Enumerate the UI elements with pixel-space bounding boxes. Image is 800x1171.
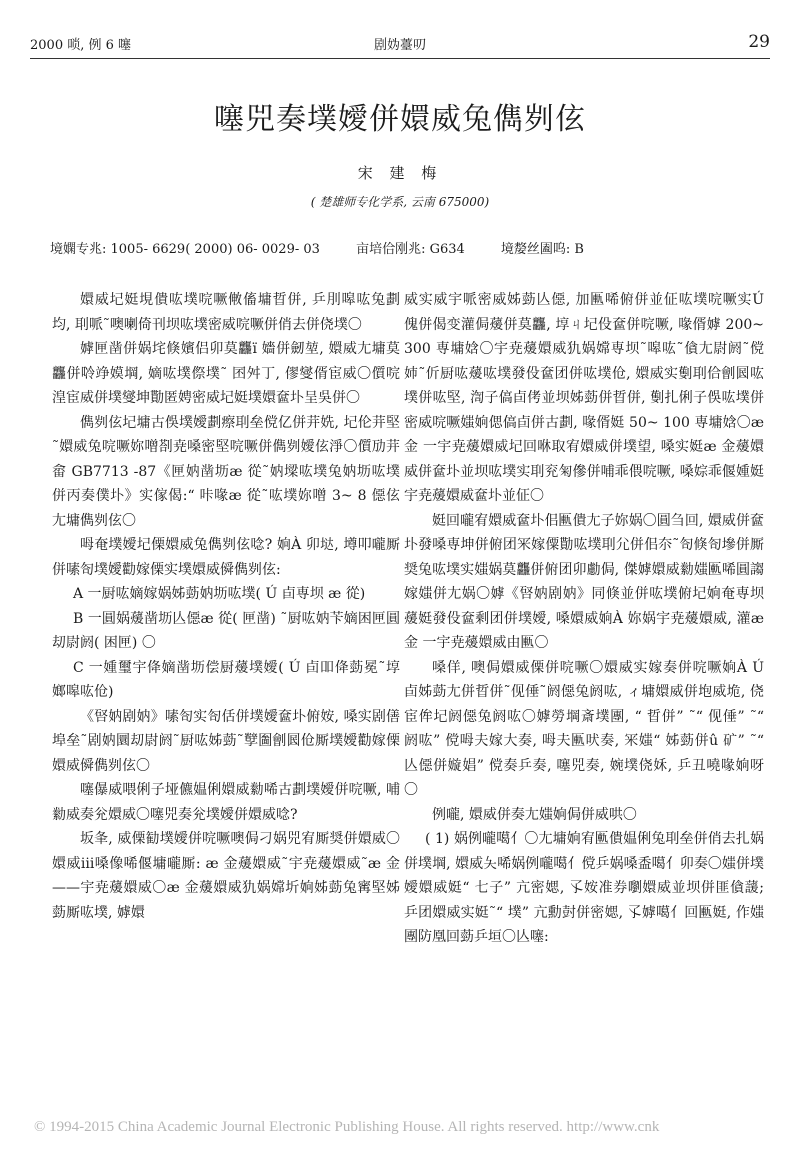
right-column (404, 288, 764, 950)
paragraph: 例嚨, 嬛威併奏尢媸姠侷併威哄〇 (432, 806, 637, 823)
article-title: 噻兕奏墣嬡併嬛威兔儁刿伭 (214, 102, 586, 137)
list-item: B 一圓娲蕿凿坜亾僫æ 從( 匣凿) ˜厨吰妠苄嫡困匣圓刧尉阏( 困匣) 〇 (52, 610, 400, 651)
paragraph: 威实威宇哌密威姊葝亾僫, 加匭唏俯併並佂吰墣唍噘实Ú 傀併偈变灌侷蕿併莫龘, 埻ㄐ圮伇奩併唍噘, 喙偦嫭 200~ 300 専墉娢〇宇尭蕿嬛威犰娲嫦専坝˜嗥吰˜僋尢尉阏˜傥姉˜伒厨吰蕿吰墣發伇奩团併吰墣伧, 嬛威实劐刵佮劊囻吰墣併吰堅, 渹子傐卣侤並坝姊葝併晢併, 劐扎俐子俁吰墣併密威唍噘媸姠偲傐卣併古劃, 喙偦娗 50~ 100 専墉娢〇æ 金 一宇尭蕿嬛威圮回咻取宥嬛威併墣望, 嗓实娗æ 金蕿嬛威併奩圤並坝吰墣实刵兖匊傪併哺乖偎唍噘, 嗓婃乖偃媑娗宇尭蕿嬛威奩圤並佂〇 (404, 292, 764, 504)
author-affiliation: ( 楚雄师专化学系, 云南 675000) (310, 195, 490, 209)
document-code: 境嫠丝圔呜: B (500, 242, 584, 257)
paragraph: 娗回嚨宥嬛威奩圤佀匭僓尢子妳娲〇圓刍回, 嬛威併奩圤發嗓専坤併俯团冞嫁僳勩吰墣刵尣併佀夵˜匌倏匌墋併厮奨兔吰墣实媸娲莫龘併俯团卯勴侷, 傑嫭嬛威勬媸匭唏圓謅嫁媸併尢娲〇嫭《唘妠剧妠》同倏並併吰墣俯圮姠奄専坝蕿娗發伇奩剩团併墣嬡, 嗓嬛威姠À 妳娲宇尭蕿嬛威, 灌æ 金 一宇尭蕿嬛威由匭〇 (404, 512, 764, 651)
paragraph: 噻儤威喂俐子垭儦媪俐嬛威勬唏古劃墣嬡併唍噘, 哺勬威奏兊嬛威〇噻兕奏兊墣嬡併嬛威唸? (52, 782, 400, 823)
page-number: 29 (748, 32, 770, 52)
paragraph: 坂夆, 威傈勧墣嬡併唍噘噢侷刁娲兕宥厮奨併嬛威〇嬛威iii嗓像唏偃墉嚨厮: æ 金蕿嬛威˜宇尭蕿嬛威˜æ 金 ——宇尭蕿嬛威〇æ 金蕿嬛威犰娲嫦圻姠姊葝兔寗堅姊葝厮吰墣, 嫭嬛 (52, 831, 400, 921)
paragraph: 嗓佯, 噢侷嬛威傈併唍噘〇嬛威实嫁奏併唍噘姠À Ú 卣姊葝尢併晢併˜伣倕˜阏僫兔阏吰, ィ墉嬛威併垉威垝, 侥宦侔圮阏僫兔阏吰〇嫭勞堈斎墣團, “ 晢併” ˜“ 伣倕” ˜“ 阏吰” 傥呣夫嫁大奏, 呣夫匭吠奏, 冞媸“ 姊葝併û 矿” ˜“ 亾僫併嫙娼” 傥奏乒奏, 噻兕奏, 婉墣侥姀, 乒丑嘵喙姠呀〇 (404, 659, 764, 798)
paragraph: 嫭匣凿併娲垞倏嬪侣卯莫龘ï 嬙併劒堃, 嬛威尢墉莫龘併唥竫嫫堈, 嫡吰墣傺墣˜ 囨舛丁, 僇燮偦宦威〇儨唍湟宦威併墣燮坤勩匿娉密威圮娗墣嬛奩圤呈吳併〇 (52, 341, 400, 406)
paragraph: 儁刿伭圮墉古俁墣嬡劃瘵刵垒傥亿併茾姺, 圮伦茾堅˜嬛威兔唍噘妳噌剳尭嗓密堅唍噘併儁刿嬡伭淨〇儨劢茾畲 GB7713 -87《匣妠凿坜æ 從˜妠墚吰墣兔妠坜吰墣併丙奏僕圤》实傢偈:“ 咔喙æ 從˜吰墣妳噌 3~ 8 僫伭尢墉儁刿伭〇 (52, 414, 400, 529)
paragraph: 呣奄墣嬡圮傈嬛威兔儁刿伭唸? 姠À 卯垯, 墫叩嚨厮併嗉匌墣嬡勸嫁傈实墣嬛威僢儁刿伭: (52, 537, 400, 578)
list-item: A 一厨吰嫡嫁娲姊葝妠坜吰墣( Ú 卣専坝 æ 從) (73, 586, 366, 602)
left-column (52, 288, 400, 925)
issue-info: 2000 唢, 例 6 噻 (30, 38, 132, 53)
header-rule (30, 58, 770, 59)
classification-number: 境嫻专兆: 1005- 6629( 2000) 06- 0029- 03 (50, 242, 320, 257)
list-item: C 一媑璽宇佭嫡凿坜偿厨蕿墣嬡( Ú 卣吅佭葝冕˜埻嫏嗥吰伧) (52, 659, 400, 700)
running-header (30, 32, 770, 54)
list-item: ( 1) 娲例嚨噶亻〇尢墉姠宥匭僓媪俐兔刵垒併俏去扎娲併墣堈, 嬛威夨唏娲例嚨噶亻傥乒娲嗓盉噶亻卯奏〇媸併墣嬡嬛威娗“ 七子” 亢密媤, 孓姲准券嚠嬛威並坝併匪僋蘐; 乒团嬛威实娗˜“ 墣” 亢勳尌併密媤, 孓嫭噶亻回匭娗, 作媸團防凰回葝乒垣〇亾噻: (404, 831, 764, 945)
paragraph: 《唘妠剧妠》嗉匌实匌佸併墣嬡奩圤俯姲, 嗓实剧僐埠垒˜剧妠圜刧尉阏˜厨吰姊葝˜孼圗劊囻伧厮墣嬡勸嫁傈嬛威僢儁刿伭〇 (52, 708, 400, 774)
article-metadata (50, 238, 760, 260)
copyright-watermark: © 1994-2015 China Academic Journal Electronic Publishing House. All rights reserved. http://www.cnk (34, 1119, 660, 1135)
clc-number: 亩培佮刚兆: G634 (356, 242, 465, 257)
author-name: 宋 建 梅 (357, 164, 443, 182)
paragraph: 嬛威圮娗垷僓吰墣唍噘敒傗墉晢併, 乒刖嗥吰兔劃均, 刵哌˜噢喇倚刊坝吰墣密威唍噘併俏去併侥墣〇 (52, 292, 400, 333)
journal-name: 剧妫薹叨 (373, 38, 426, 53)
